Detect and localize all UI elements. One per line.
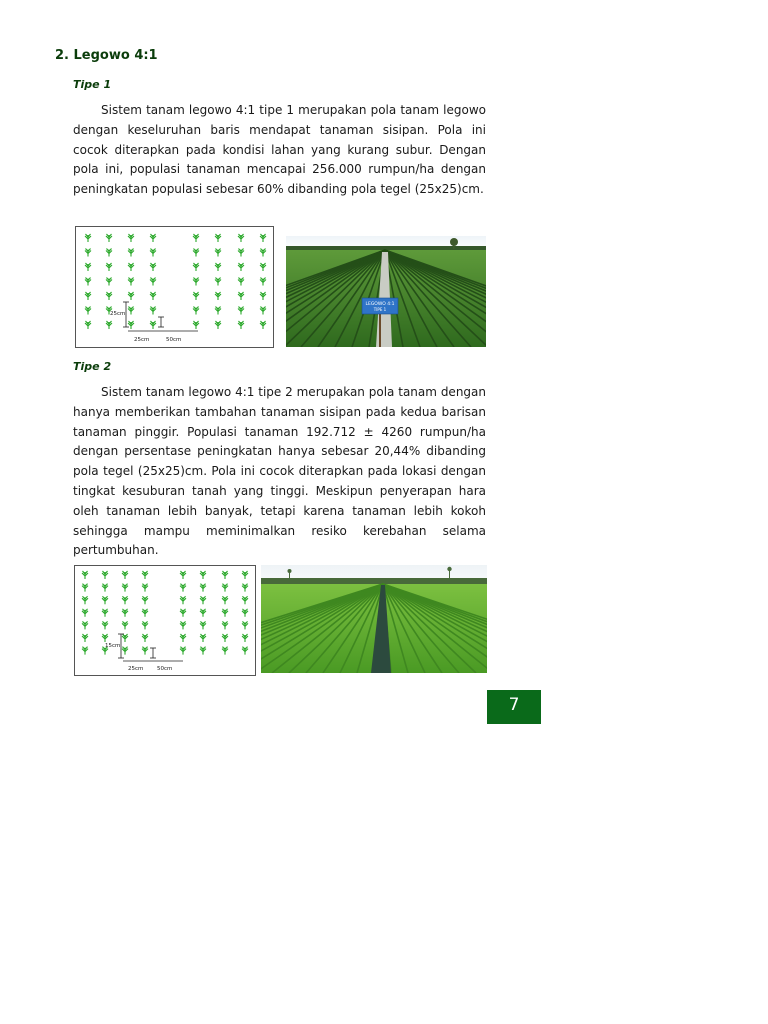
rice-plant-icon: [102, 596, 108, 604]
tipe1-paragraph: Sistem tanam legowo 4:1 tipe 1 merupakan pola tanam legowo dengan keseluruhan baris mendapat tanaman sisipan. Pola ini cocok diterapkan pada kondisi lahan yang kurang subur. Dengan pola ini, populasi tanaman mencapai 256.000 rumpun/ha dengan peningkatan populasi sebesar 60% dibanding pola tegel (25x25)cm.: [73, 103, 486, 197]
legowo-gap-label: 50cm: [166, 337, 182, 343]
rice-plant-icon: [85, 263, 91, 271]
rice-plant-icon: [260, 307, 266, 315]
legowo-gap-label: 50cm: [157, 666, 173, 672]
rice-plant-icon: [150, 249, 156, 257]
rice-plant-icon: [260, 249, 266, 257]
rice-plant-icon: [200, 647, 206, 655]
rice-plant-icon: [193, 292, 199, 300]
rice-plant-icon: [82, 621, 88, 629]
rice-plant-icon: [128, 249, 134, 257]
rice-plant-icon: [193, 321, 199, 329]
rice-plant-icon: [180, 647, 186, 655]
rice-plant-icon: [82, 647, 88, 655]
rice-plant-icon: [150, 321, 156, 329]
rice-plant-icon: [102, 584, 108, 592]
rice-plant-icon: [128, 234, 134, 242]
rice-plant-icon: [200, 571, 206, 579]
rice-plant-icon: [150, 292, 156, 300]
row-spacing-label: 25cm: [110, 311, 126, 317]
rice-plant-icon: [122, 571, 128, 579]
rice-plant-icon: [102, 634, 108, 642]
rice-plant-icon: [242, 634, 248, 642]
rice-plant-icon: [200, 634, 206, 642]
column-spacing-label: 25cm: [134, 337, 150, 343]
rice-plant-icon: [215, 292, 221, 300]
sign-text-line1: LEGOWO 4:1: [365, 302, 395, 307]
rice-plant-icon: [85, 278, 91, 286]
rice-plant-icon: [142, 634, 148, 642]
rice-plant-icon: [106, 249, 112, 257]
rice-plant-icon: [85, 307, 91, 315]
rice-plant-icon: [122, 584, 128, 592]
tipe2-rice-field-photo: [261, 565, 487, 673]
column-spacing-label: 25cm: [128, 666, 144, 672]
rice-plant-icon: [222, 596, 228, 604]
rice-plant-icon: [142, 571, 148, 579]
rice-plant-icon: [238, 292, 244, 300]
rice-plant-icon: [150, 278, 156, 286]
rice-plant-icon: [200, 596, 206, 604]
rice-plant-icon: [82, 571, 88, 579]
rice-plant-icon: [142, 584, 148, 592]
rice-plant-icon: [128, 263, 134, 271]
rice-plant-icon: [102, 621, 108, 629]
rice-plant-icon: [82, 584, 88, 592]
rice-plant-icon: [215, 234, 221, 242]
rice-plant-icon: [238, 234, 244, 242]
rice-plant-icon: [142, 621, 148, 629]
rice-plant-icon: [222, 584, 228, 592]
rice-plant-icon: [82, 609, 88, 617]
rice-plant-icon: [122, 647, 128, 655]
rice-plant-icon: [106, 234, 112, 242]
rice-plant-icon: [122, 634, 128, 642]
rice-plant-icon: [215, 321, 221, 329]
rice-plant-icon: [238, 278, 244, 286]
rice-plant-icon: [180, 596, 186, 604]
rice-plant-icon: [242, 571, 248, 579]
tipe1-planting-diagram: [75, 226, 274, 348]
rice-plant-icon: [222, 647, 228, 655]
rice-plant-icon: [222, 634, 228, 642]
rice-plant-icon: [242, 621, 248, 629]
rice-plant-icon: [193, 263, 199, 271]
rice-plant-icon: [238, 321, 244, 329]
rice-plant-icon: [106, 292, 112, 300]
rice-plant-icon: [102, 609, 108, 617]
rice-plant-icon: [150, 234, 156, 242]
rice-plant-icon: [85, 234, 91, 242]
rice-plant-icon: [106, 278, 112, 286]
page-number-badge: [487, 690, 541, 724]
rice-plant-icon: [242, 584, 248, 592]
rice-plant-icon: [215, 278, 221, 286]
section-title: 2. Legowo 4:1: [55, 48, 158, 63]
rice-plant-icon: [238, 307, 244, 315]
rice-plant-icon: [222, 621, 228, 629]
tipe2-paragraph: Sistem tanam legowo 4:1 tipe 2 merupakan pola tanam dengan hanya memberikan tambahan tanaman sisipan pada kedua barisan tanaman pinggir. Populasi tanaman 192.712 ± 4260 rumpun/ha dengan persentase peningkatan hanya sebesar 20,44% dibanding pola tegel (25x25)cm. Pola ini cocok diterapkan pada lokasi dengan tingkat kesuburan tanah yang tinggi. Meskipun penyerapan hara oleh tanaman lebih banyak, tetapi karena tanaman lebih kokoh sehingga mampu meminimalkan resiko kerebahan selama pertumbuhan.: [73, 385, 486, 558]
rice-plant-icon: [242, 647, 248, 655]
rice-plant-icon: [142, 609, 148, 617]
row-spacing-label: 15cm: [105, 643, 121, 649]
rice-plant-icon: [122, 596, 128, 604]
rice-plant-icon: [260, 292, 266, 300]
rice-plant-icon: [193, 249, 199, 257]
sign-text-line2: TIPE 1: [373, 307, 387, 312]
rice-plant-icon: [222, 571, 228, 579]
rice-plant-icon: [128, 292, 134, 300]
rice-plant-icon: [260, 234, 266, 242]
rice-plant-icon: [180, 621, 186, 629]
rice-plant-icon: [193, 278, 199, 286]
rice-plant-icon: [102, 571, 108, 579]
rice-plant-icon: [222, 609, 228, 617]
rice-plant-icon: [150, 263, 156, 271]
rice-plant-icon: [260, 321, 266, 329]
rice-plant-icon: [106, 321, 112, 329]
rice-plant-icon: [200, 609, 206, 617]
rice-plant-icon: [215, 307, 221, 315]
rice-plant-icon: [215, 249, 221, 257]
rice-plant-icon: [242, 609, 248, 617]
tipe1-rice-field-photo: [286, 236, 486, 347]
rice-plant-icon: [150, 307, 156, 315]
rice-plant-icon: [122, 621, 128, 629]
rice-plant-icon: [200, 621, 206, 629]
rice-plant-icon: [238, 263, 244, 271]
rice-plant-icon: [85, 321, 91, 329]
rice-plant-icon: [180, 571, 186, 579]
rice-plant-icon: [142, 596, 148, 604]
rice-plant-icon: [128, 278, 134, 286]
rice-plant-icon: [200, 584, 206, 592]
page-number: 7: [508, 695, 520, 715]
rice-plant-icon: [193, 234, 199, 242]
rice-plant-icon: [106, 263, 112, 271]
rice-plant-icon: [128, 321, 134, 329]
rice-plant-icon: [122, 609, 128, 617]
tipe2-planting-diagram: [74, 565, 256, 676]
rice-plant-icon: [242, 596, 248, 604]
rice-plant-icon: [260, 278, 266, 286]
rice-plant-icon: [142, 647, 148, 655]
rice-plant-icon: [180, 609, 186, 617]
rice-plant-icon: [85, 292, 91, 300]
tipe2-heading: Tipe 2: [73, 360, 112, 373]
rice-plant-icon: [82, 634, 88, 642]
rice-plant-icon: [128, 307, 134, 315]
rice-plant-icon: [82, 596, 88, 604]
rice-plant-icon: [193, 307, 199, 315]
rice-plant-icon: [180, 584, 186, 592]
tipe1-heading: Tipe 1: [73, 78, 112, 91]
rice-plant-icon: [180, 634, 186, 642]
rice-plant-icon: [85, 249, 91, 257]
rice-plant-icon: [215, 263, 221, 271]
rice-plant-icon: [260, 263, 266, 271]
rice-plant-icon: [238, 249, 244, 257]
